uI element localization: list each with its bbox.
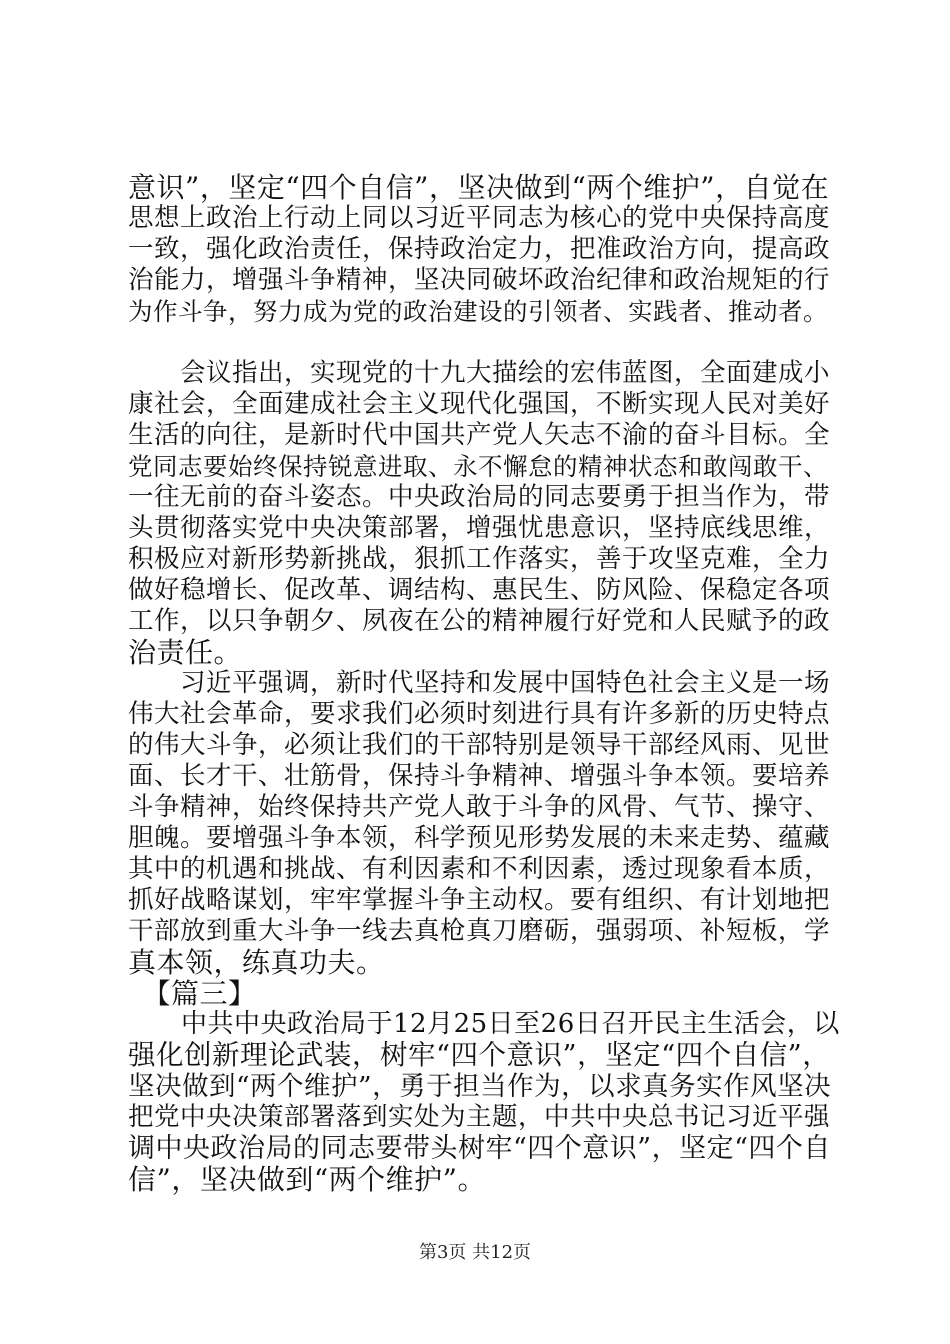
text-line: 真本领，练真功夫。	[128, 946, 385, 979]
text-line: 信”，坚决做到“两个维护”。	[128, 1163, 486, 1196]
text-line: 意识”，坚定“四个自信”，坚决做到“两个维护”，自觉在	[128, 171, 830, 204]
text-line: 一致，强化政治责任，保持政治定力，把准政治方向，提高政	[128, 234, 831, 264]
text-line: 工作，以只争朝夕、夙夜在公的精神履行好党和人民赋予的政	[128, 606, 831, 636]
text-line: 中共中央政治局于12月25日至26日召开民主生活会，以	[128, 1009, 840, 1039]
text-line: 抓好战略谋划，牢牢掌握斗争主动权。要有组织、有计划地把	[128, 885, 831, 915]
section-heading: 【篇三】	[128, 977, 257, 1010]
text-line: 一往无前的奋斗姿态。中央政治局的同志要勇于担当作为，带	[128, 482, 831, 512]
text-line: 面、长才干、壮筋骨，保持斗争精神、增强斗争本领。要培养	[128, 761, 831, 791]
text-line: 坚决做到“两个维护”，勇于担当作为，以求真务实作风坚决	[128, 1071, 832, 1102]
text-line: 康社会，全面建成社会主义现代化强国，不断实现人民对美好	[128, 389, 831, 419]
paragraph-4	[128, 1009, 840, 1195]
text-line: 习近平强调，新时代坚持和发展中国特色社会主义是一场	[128, 668, 831, 698]
text-line: 胆魄。要增强斗争本领，科学预见形势发展的未来走势、蕴藏	[128, 823, 831, 853]
text-line: 的伟大斗争，必须让我们的干部特别是领导干部经风雨、见世	[128, 730, 831, 760]
text-line: 强化创新理论武装，树牢“四个意识”，坚定“四个自信”，	[128, 1039, 831, 1071]
text-line: 会议指出，实现党的十九大描绘的宏伟蓝图，全面建成小	[128, 358, 831, 388]
text-line: 把党中央决策部署落到实处为主题，中共中央总书记习近平强	[128, 1102, 831, 1132]
text-line: 调中央政治局的同志要带头树牢“四个意识”，坚定“四个自	[128, 1133, 831, 1164]
page-number-footer: 第3页 共12页	[418, 1242, 532, 1263]
text-line: 伟大社会革命，要求我们必须时刻进行具有许多新的历史特点	[128, 699, 831, 729]
text-line: 干部放到重大斗争一线去真枪真刀磨砺，强弱项、补短板，学	[128, 916, 831, 946]
text-line: 为作斗争，努力成为党的政治建设的引领者、实践者、推动者。	[128, 297, 828, 326]
text-line: 治责任。	[128, 636, 243, 669]
paragraph-2	[128, 358, 840, 668]
text-line: 党同志要始终保持锐意进取、永不懈怠的精神状态和敢闯敢干、	[128, 452, 828, 481]
text-line: 做好稳增长、促改革、调结构、惠民生、防风险、保稳定各项	[128, 575, 831, 605]
text-line: 其中的机遇和挑战、有利因素和不利因素，透过现象看本质，	[128, 854, 831, 884]
paragraph-1	[128, 172, 840, 327]
text-line: 思想上政治上行动上同以习近平同志为核心的党中央保持高度	[128, 203, 831, 233]
document-body	[128, 172, 840, 1195]
paragraph-3	[128, 668, 840, 978]
text-line: 治能力，增强斗争精神，坚决同破坏政治纪律和政治规矩的行	[128, 265, 831, 295]
text-line: 头贯彻落实党中央决策部署，增强忧患意识，坚持底线思维，	[128, 513, 831, 543]
paragraph-spacer	[128, 327, 840, 358]
text-line: 积极应对新形势新挑战，狠抓工作落实，善于攻坚克难，全力	[128, 544, 831, 574]
text-line: 生活的向往，是新时代中国共产党人矢志不渝的奋斗目标。全	[128, 420, 831, 450]
text-line: 斗争精神，始终保持共产党人敢于斗争的风骨、气节、操守、	[128, 792, 831, 822]
